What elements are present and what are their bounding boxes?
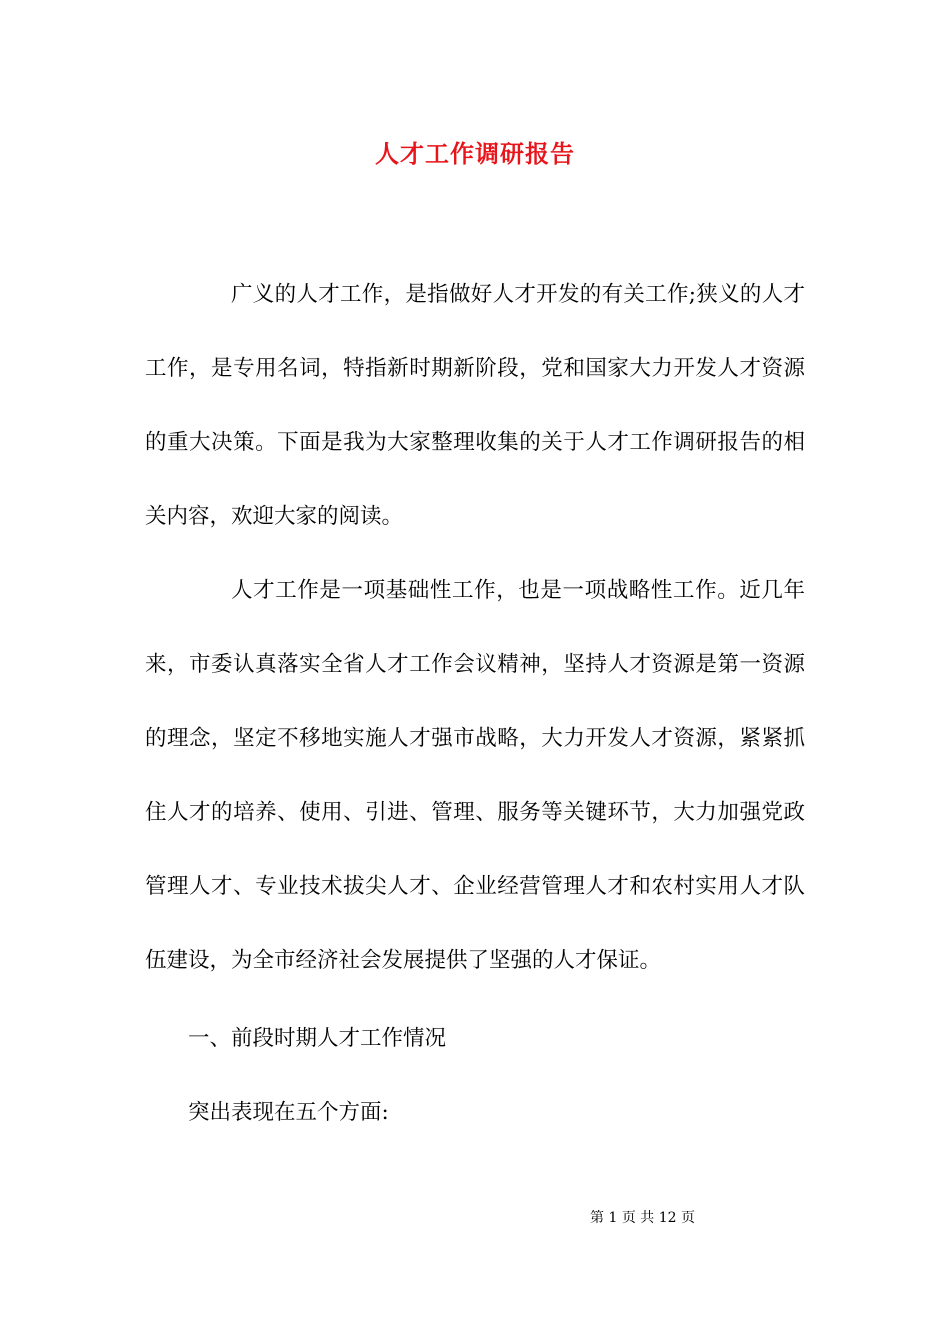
document-title: 人才工作调研报告 [375, 139, 575, 168]
section-heading: 一、前段时期人才工作情况 [188, 1026, 447, 1051]
footer-middle: 页 共 [621, 1210, 655, 1226]
body-paragraph: 人才工作是一项基础性工作，也是一项战略性工作。近几年来，市委认真落实全省人才工作会议精神，坚持人才资源是第一资源的理念，坚定不移地实施人才强市战略，大力开发人才资源，紧紧抓住人才的培养、使用、引进、管理、服务等关键环节，大力加强党政管理人才、专业技术拔尖人才、企业经营管理人才和农村实用人才队伍建设，为全市经济社会发展提供了坚强的人才保证。 [145, 578, 805, 973]
page-footer [590, 1206, 695, 1230]
intro-paragraph: 广义的人才工作，是指做好人才开发的有关工作;狭义的人才工作，是专用名词，特指新时期新阶段，党和国家大力开发人才资源的重大决策。下面是我为大家整理收集的关于人才工作调研报告的相关内容，欢迎大家的阅读。 [145, 282, 805, 529]
footer-suffix: 页 [681, 1210, 696, 1226]
footer-total-pages: 12 [658, 1210, 677, 1226]
footer-current-page: 1 [608, 1210, 618, 1226]
section-subline: 突出表现在五个方面: [188, 1100, 389, 1125]
footer-prefix: 第 [590, 1210, 604, 1226]
